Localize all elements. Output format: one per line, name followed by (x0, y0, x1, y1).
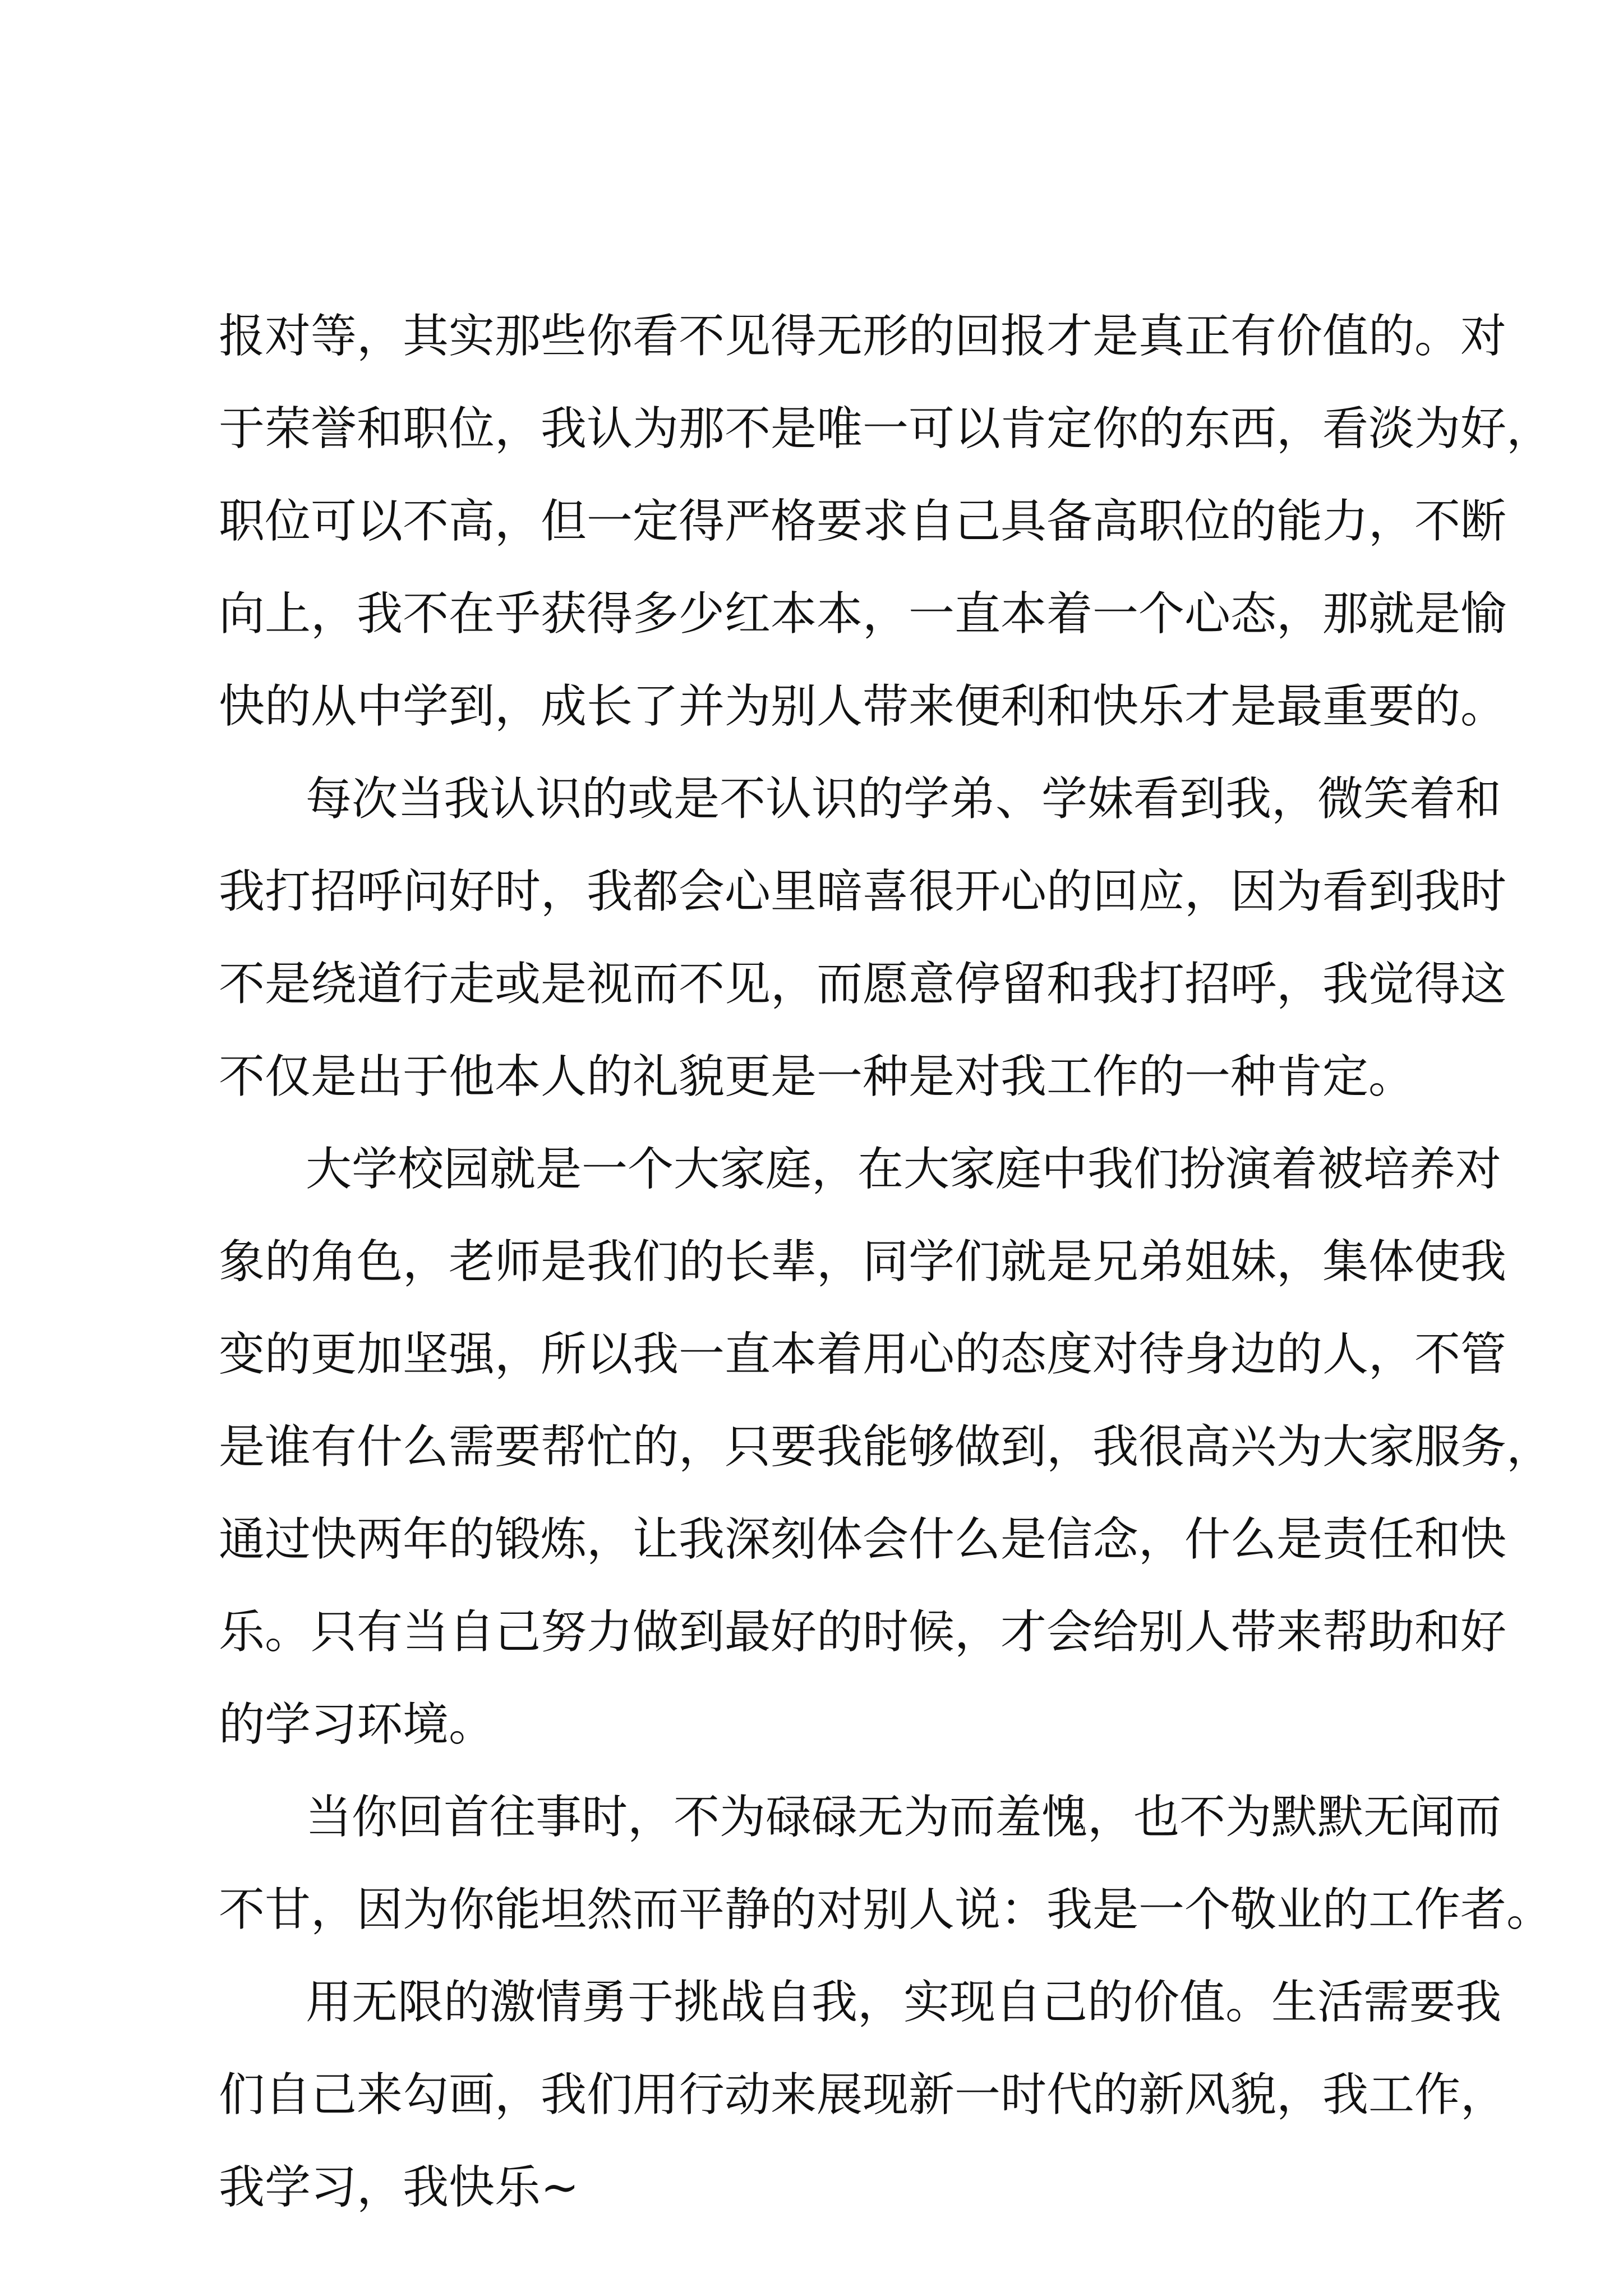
line-text: 乐。只有当自己努力做到最好的时候，才会给别人带来帮助和好 (219, 1605, 1507, 1659)
text-line (0, 1035, 1623, 1119)
line-text: 的学习环境。 (219, 1698, 495, 1751)
text-line (0, 1128, 1623, 1212)
text-line (0, 572, 1623, 656)
text-line (0, 1220, 1623, 1304)
text-line (0, 2146, 1623, 2230)
line-text: 不是绕道行走或是视而不见，而愿意停留和我打招呼，我觉得这 (219, 958, 1507, 1011)
line-text: 向上，我不在乎获得多少红本本，一直本着一个心态，那就是愉 (219, 587, 1507, 641)
text-line (0, 1590, 1623, 1674)
line-text: 我学习，我快乐~ (219, 2161, 579, 2214)
line-text: 象的角色，老师是我们的长辈，同学们就是兄弟姐妹，集体使我 (219, 1235, 1507, 1289)
line-text: 职位可以不高，但一定得严格要求自己具备高职位的能力，不断 (219, 495, 1507, 548)
line-text: 快的从中学到，成长了并为别人带来便利和快乐才是最重要的。 (219, 680, 1507, 733)
line-text: 不仅是出于他本人的礼貌更是一种是对我工作的一种肯定。 (219, 1050, 1415, 1103)
text-line (0, 1498, 1623, 1582)
text-line (0, 295, 1623, 379)
text-line (0, 665, 1623, 749)
text-line (0, 2053, 1623, 2137)
text-line (0, 1868, 1623, 1952)
line-text: 我打招呼问好时，我都会心里暗喜很开心的回应，因为看到我时 (219, 865, 1507, 918)
line-text: 们自己来勾画，我们用行动来展现新一时代的新风貌，我工作， (219, 2068, 1507, 2122)
text-line (0, 757, 1623, 841)
text-line (0, 480, 1623, 564)
text-line (0, 387, 1623, 471)
text-line (0, 850, 1623, 934)
line-text: 每次当我认识的或是不认识的学弟、学妹看到我，微笑着和 (306, 772, 1502, 826)
line-text: 大学校园就是一个大家庭，在大家庭中我们扮演着被培养对 (306, 1143, 1502, 1196)
line-text: 不甘，因为你能坦然而平静的对别人说：我是一个敬业的工作者。 (219, 1883, 1553, 1936)
text-line (0, 942, 1623, 1027)
line-text: 通过快两年的锻炼，让我深刻体会什么是信念，什么是责任和快 (219, 1513, 1507, 1566)
line-text: 是谁有什么需要帮忙的，只要我能够做到，我很高兴为大家服务， (219, 1420, 1553, 1474)
line-text: 变的更加坚强，所以我一直本着用心的态度对待身边的人，不管 (219, 1328, 1507, 1381)
text-line (0, 1405, 1623, 1489)
line-text: 当你回首往事时，不为碌碌无为而羞愧，也不为默默无闻而 (306, 1791, 1502, 1844)
text-line (0, 1683, 1623, 1767)
line-text: 于荣誉和职位，我认为那不是唯一可以肯定你的东西，看淡为好， (219, 402, 1553, 455)
text-line (0, 1313, 1623, 1397)
line-text: 报对等，其实那些你看不见得无形的回报才是真正有价值的。对 (219, 310, 1507, 363)
text-line (0, 1775, 1623, 1860)
text-line (0, 1961, 1623, 2045)
line-text: 用无限的激情勇于挑战自我，实现自己的价值。生活需要我 (306, 1976, 1502, 2029)
